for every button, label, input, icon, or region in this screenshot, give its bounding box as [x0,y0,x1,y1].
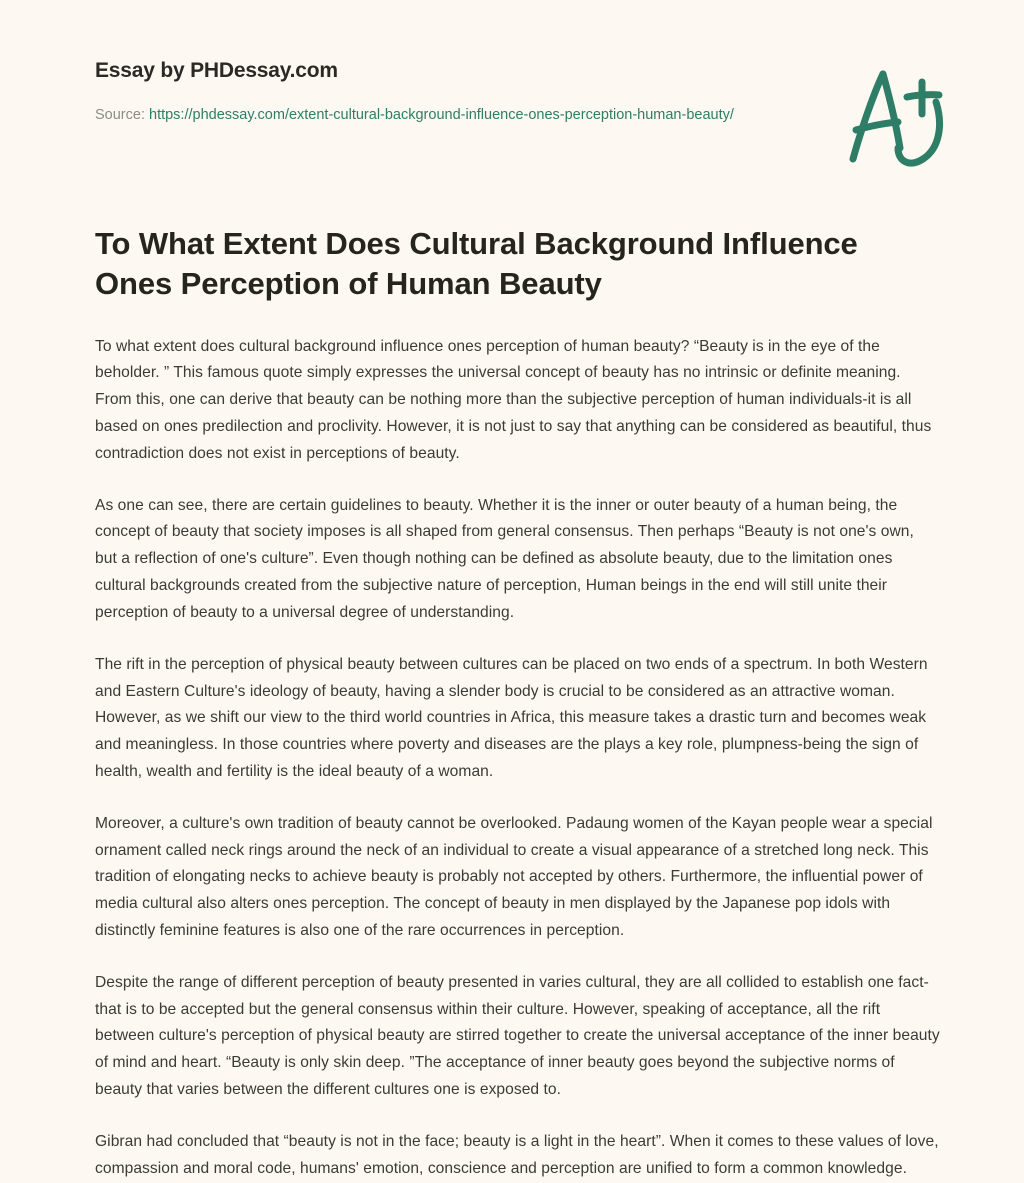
article-paragraph: Despite the range of different perception of beauty presented in varies cultural, they are all collided to establish one fact-that is to be accepted but the general consensus within their culture. However, speaking of acceptance, all the rift between culture's perception of physical beauty are stirred together to create the universal acceptance of the inner beauty of mind and heart. “Beauty is only skin deep. ”The acceptance of inner beauty goes beyond the subjective norms of beauty that varies between the different cultures one is exposed to. [95,973,940,1099]
source-url-link[interactable]: https://phdessay.com/extent-cultural-background-influence-ones-perception-human-beauty/ [149,107,734,124]
article-paragraph: Gibran had concluded that “beauty is not in the face; beauty is a light in the heart”. When it comes to these values of love, compassion and moral code, humans' emotion, conscience and perception are unified to form a common knowledge. [95,1132,939,1177]
page-header [95,58,954,128]
article-body [95,334,940,1183]
article-paragraph: As one can see, there are certain guidelines to beauty. Whether it is the inner or outer beauty of a human being, the concept of beauty that society imposes is all shaped from general consensus. Then perhaps “Beauty is not one's own, but a reflection of one's culture”. Even though nothing can be defined as absolute beauty, due to the limitation ones cultural backgrounds created from the subjective nature of perception, Human beings in the end will still unite their perception of beauty to a universal degree of understanding. [95,496,914,621]
article-paragraph: The rift in the perception of physical beauty between cultures can be placed on two ends of a spectrum. In both Western and Eastern Culture's ideology of beauty, having a slender body is crucial to be considered as an attractive woman. However, as we shift our view to the third world countries in Africa, this measure takes a drastic turn and becomes weak and meaningless. In those countries where poverty and diseases are the plays a key role, plumpness-being the sign of health, wealth and fertility is the ideal beauty of a woman. [95,655,928,780]
brand-title: Essay by PHDessay.com [95,59,338,82]
page-title: To What Extent Does Cultural Background Influence Ones Perception of Human Beauty [95,226,858,302]
article [95,224,940,1183]
source-line [95,104,735,127]
a-plus-grade-logo-icon [836,62,954,174]
article-paragraph: To what extent does cultural background influence ones perception of human beauty? “Beauty is in the eye of the beholder. ” This famous quote simply expresses the universal concept of beauty has no intrinsic or definite meaning. From this, one can derive that beauty can be nothing more than the subjective perception of human individuals-it is all based on ones predilection and proclivity. However, it is not just to say that anything can be considered as beautiful, thus contradiction does not exist in perceptions of beauty. [95,337,932,462]
article-paragraph: Moreover, a culture's own tradition of beauty cannot be overlooked. Padaung women of the Kayan people wear a special ornament called neck rings around the neck of an individual to create a visual appearance of a stretched long neck. This tradition of elongating necks to achieve beauty is probably not accepted by others. Furthermore, the influential power of media cultural also alters ones perception. The concept of beauty in men displayed by the Japanese pop idols with distinctly feminine features is also one of the rare occurrences in perception. [95,814,933,940]
source-label: Source: [95,107,149,124]
